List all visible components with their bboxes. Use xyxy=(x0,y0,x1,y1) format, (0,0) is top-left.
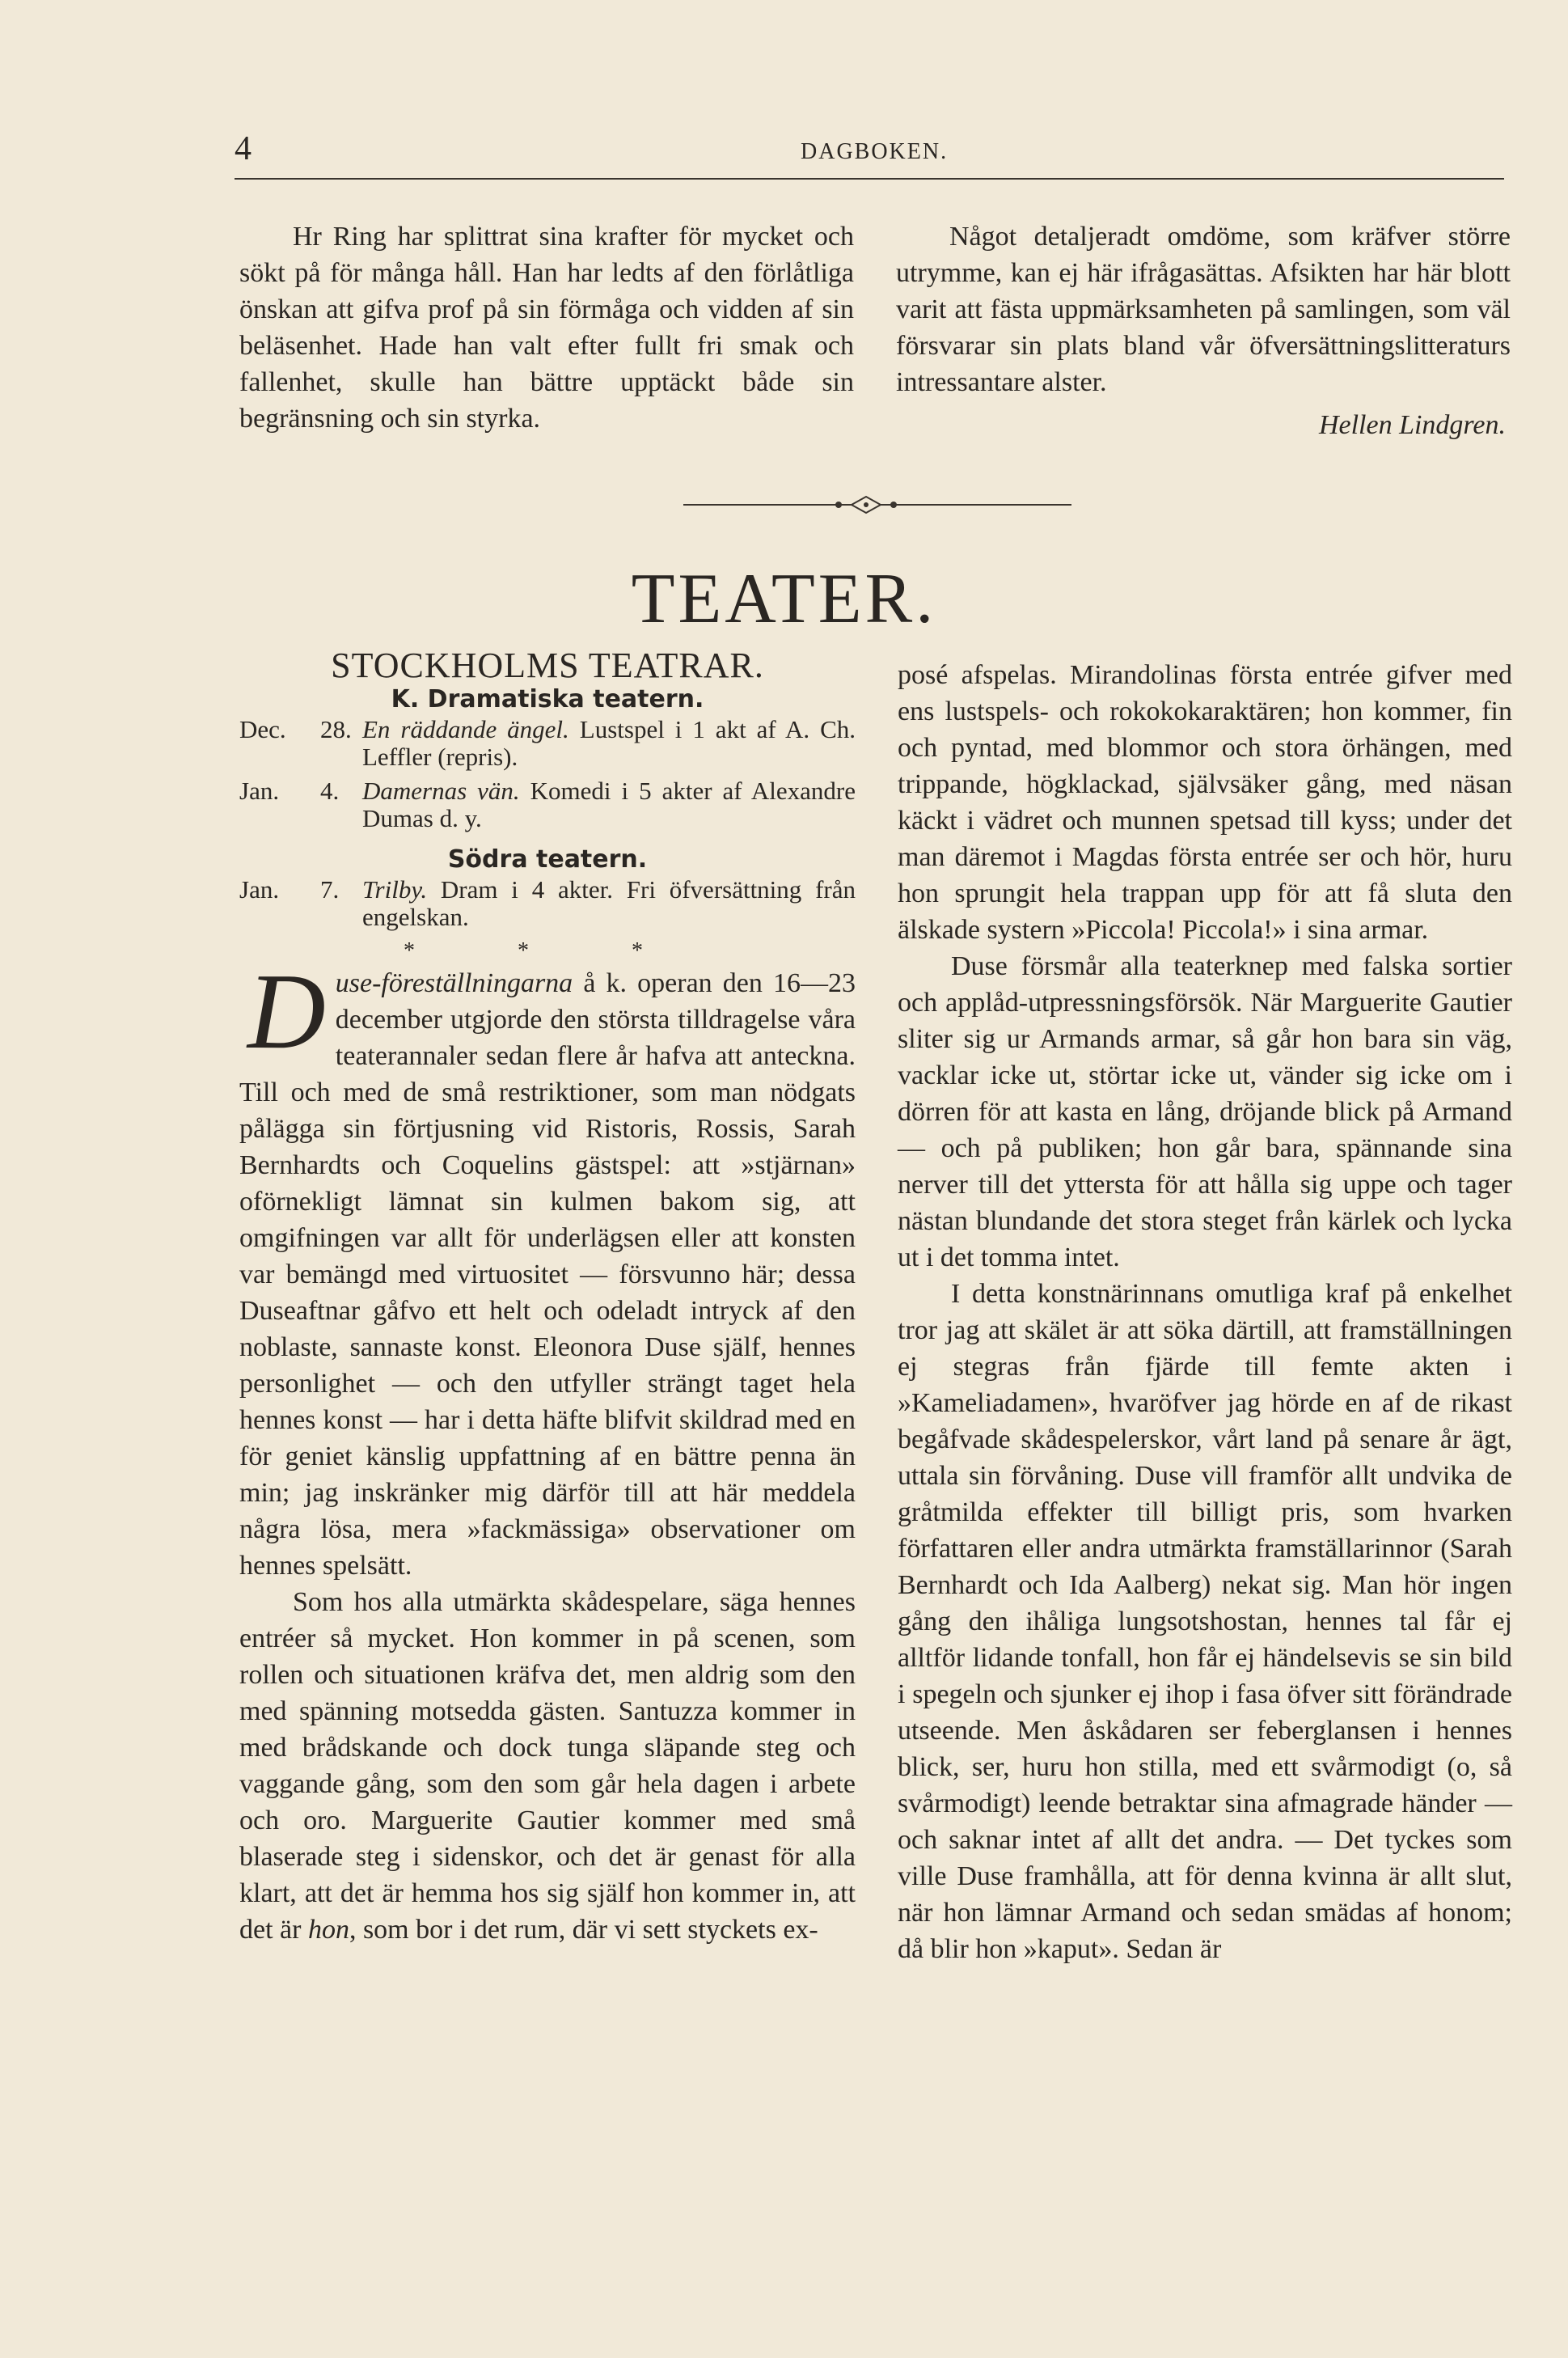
theatre-name: K. Dramatiska teatern. xyxy=(391,685,704,713)
theatre-name: Södra teatern. xyxy=(447,845,648,874)
article-lead: use-föreställningarna xyxy=(335,968,573,998)
article-paragraph xyxy=(239,1584,856,1948)
article-right-column xyxy=(898,657,1512,1967)
review-right-column xyxy=(896,218,1511,443)
listing-text xyxy=(362,777,856,832)
article-text: , som bor i det rum, där vi sett styckets ex- xyxy=(349,1915,818,1945)
article-paragraph xyxy=(239,951,856,1584)
article-emphasis: hon xyxy=(307,1915,349,1945)
listing-month: Jan. xyxy=(239,777,280,805)
review-left-column xyxy=(239,218,854,437)
drop-cap: D xyxy=(247,951,326,1071)
stockholm-heading: STOCKHOLMS TEATRAR. xyxy=(331,646,764,685)
review-signature: Hellen Lindgren. xyxy=(1318,410,1506,440)
listing-month: Dec. xyxy=(239,715,286,743)
listing-entry xyxy=(239,716,856,771)
page-number: 4 xyxy=(235,130,251,167)
listing-day: 4. xyxy=(320,777,340,805)
listing-day: 28. xyxy=(320,715,352,743)
play-description: Komedi i 5 akter af Alexandre Dumas d. y. xyxy=(362,777,856,832)
article-text: Som hos alla utmärkta skådespelare, säga hennes entréer så mycket. Hon kommer in på scenen, som rollen och situationen kräfva det, men aldrig som den med spänning motsedda gästen. Santuzza kommer in med brådskande och dock tunga släpande steg och vaggande gång, som den som går hela dagen i arbete och oro. Marguerite Gautier kommer med små blaserade steg i sidenskor, och det är genast för alla klart, att det är hemma hos sig själf hon kommer in, att det är xyxy=(239,1587,856,1945)
article-paragraph: posé afspelas. Mirandolinas första entrée gifver med ens lustspels- och rokokokaraktären; hon kommer, fin och pyntad, med blommor och stora örhängen, med trippande, högklackad, självsäker gång, med näsan käckt i vädret och munnen spetsad till kyss; under det man däremot i Magdas första entrée ser och hör, huru hon sprungit hela trappan upp för att få sluta den älskade systern »Piccola! Piccola!» i sina armar. xyxy=(898,660,1512,945)
listing-text xyxy=(362,716,856,771)
section-title: TEATER. xyxy=(631,560,937,638)
review-paragraph: Hr Ring har splittrat sina krafter för mycket och sökt på för många håll. Han har ledts af den förlåtliga önskan att gifva prof på sin förmåga och vidden af sin beläsenhet. Hade han valt efter fullt fri smak och fallenhet, skulle han bättre upptäckt både sin begränsning och sin styrka. xyxy=(239,222,854,434)
section-stars: * * * xyxy=(404,938,691,963)
running-head: DAGBOKEN. xyxy=(801,139,949,164)
listing-entry xyxy=(239,777,856,832)
play-description: Dram i 4 akter. Fri öfversättning från engelskan. xyxy=(362,875,856,931)
play-title: Damernas vän. xyxy=(362,777,520,805)
listing-text xyxy=(362,876,856,931)
article-left-column xyxy=(239,647,856,1948)
play-title: En räddande ängel. xyxy=(362,715,569,743)
article-paragraph: Duse försmår alla teaterknep med falska sortier och applåd-utpressningsförsök. När Marguerite Gautier sliter sig ur Armands armar, så går hon bara sin väg, vacklar icke ut, störtar icke ut, vänder sig icke om i dörren för att kasta en lång, dröjande blick på Armand — och på publiken; hon går bara, spännande sina nerver till det yttersta för att hålla sig uppe och tager nästan blundande det stora steget från kärlek och lycka ut i det tomma intet. xyxy=(898,951,1512,1272)
review-paragraph: Något detaljeradt omdöme, som kräfver större utrymme, kan ej här ifrågasättas. Afsikten har här blott varit att fästa uppmärksamheten på samlingen, som väl försvarar sin plats bland vår öfversättningslitteraturs intressantare alster. xyxy=(896,222,1511,397)
article-text: å k. operan den 16—23 december utgjorde den största tilldragelse våra teaterannaler sedan flere år hafva att anteckna. Till och med de små restriktioner, som man nödgats pålägga sin förtjusning vid Ristoris, Rossis, Sarah Bernhardts och Coquelins gästspel: att »stjärnan» oförnekligt lämnat sin kulmen bakom sig, att omgifningen var allt för underlägsen eller att konsten var bemängd med virtuositet — försvunno här; dessa Duseaftnar gåfvo ett helt och odeladt intryck af den noblaste, sannaste konst. Eleonora Duse själf, hennes personlighet — och den utfyller strängt taget hela hennes konst — har i detta häfte blifvit skildrad med en för geniet känslig uppfattning af en bättre penna än min; jag inskränker mig därför till att här meddela några lösa, mera »fackmässiga» observationer om hennes spelsätt. xyxy=(239,968,856,1581)
page-header xyxy=(235,129,1504,176)
article-paragraph: I detta konstnärinnans omutliga kraf på enkelhet tror jag att skälet är att söka därtill, att framställningen ej stegras från fjärde till femte akten i »Kameliadamen», hvaröfver jag hörde en af de rikast begåfvade skådespelerskor, vårt land på senare år ägt, uttala sin förvåning. Duse vill framför allt undvika de gråtmilda effekter till billigt pris, som hvarken författaren eller andra utmärkta framställarinnor (Sarah Bernhardt och Ida Aalberg) nekat sig. Man hör ingen gång den ihåliga lungsotshostan, hennes tal får ej alltför lidande tonfall, hon får ej händelsevis se sin bild i spegeln och sjunker ej ihop i fasa öfver sitt förändrade utseende. Men åskådaren ser feberglansen i hennes blick, ser, huru hon stilla, med ett svårmodigt (o, så svårmodigt) leende betraktar sina afmagrade händer — och saknar intet af allt det andra. — Det tyckes som ville Duse framhålla, att för denna kvinna är allt slut, när hon lämnar Armand och sedan smädas af honom; då blir hon »kaput». Sedan är xyxy=(898,1279,1512,1964)
ornament-divider xyxy=(683,489,1071,521)
listing-entry xyxy=(239,876,856,931)
play-description: Lustspel i 1 akt af A. Ch. Leffler (repris). xyxy=(362,715,856,771)
listing-month: Jan. xyxy=(239,875,280,904)
play-title: Trilby. xyxy=(362,875,428,904)
header-rule xyxy=(235,178,1504,180)
listing-day: 7. xyxy=(320,875,340,904)
